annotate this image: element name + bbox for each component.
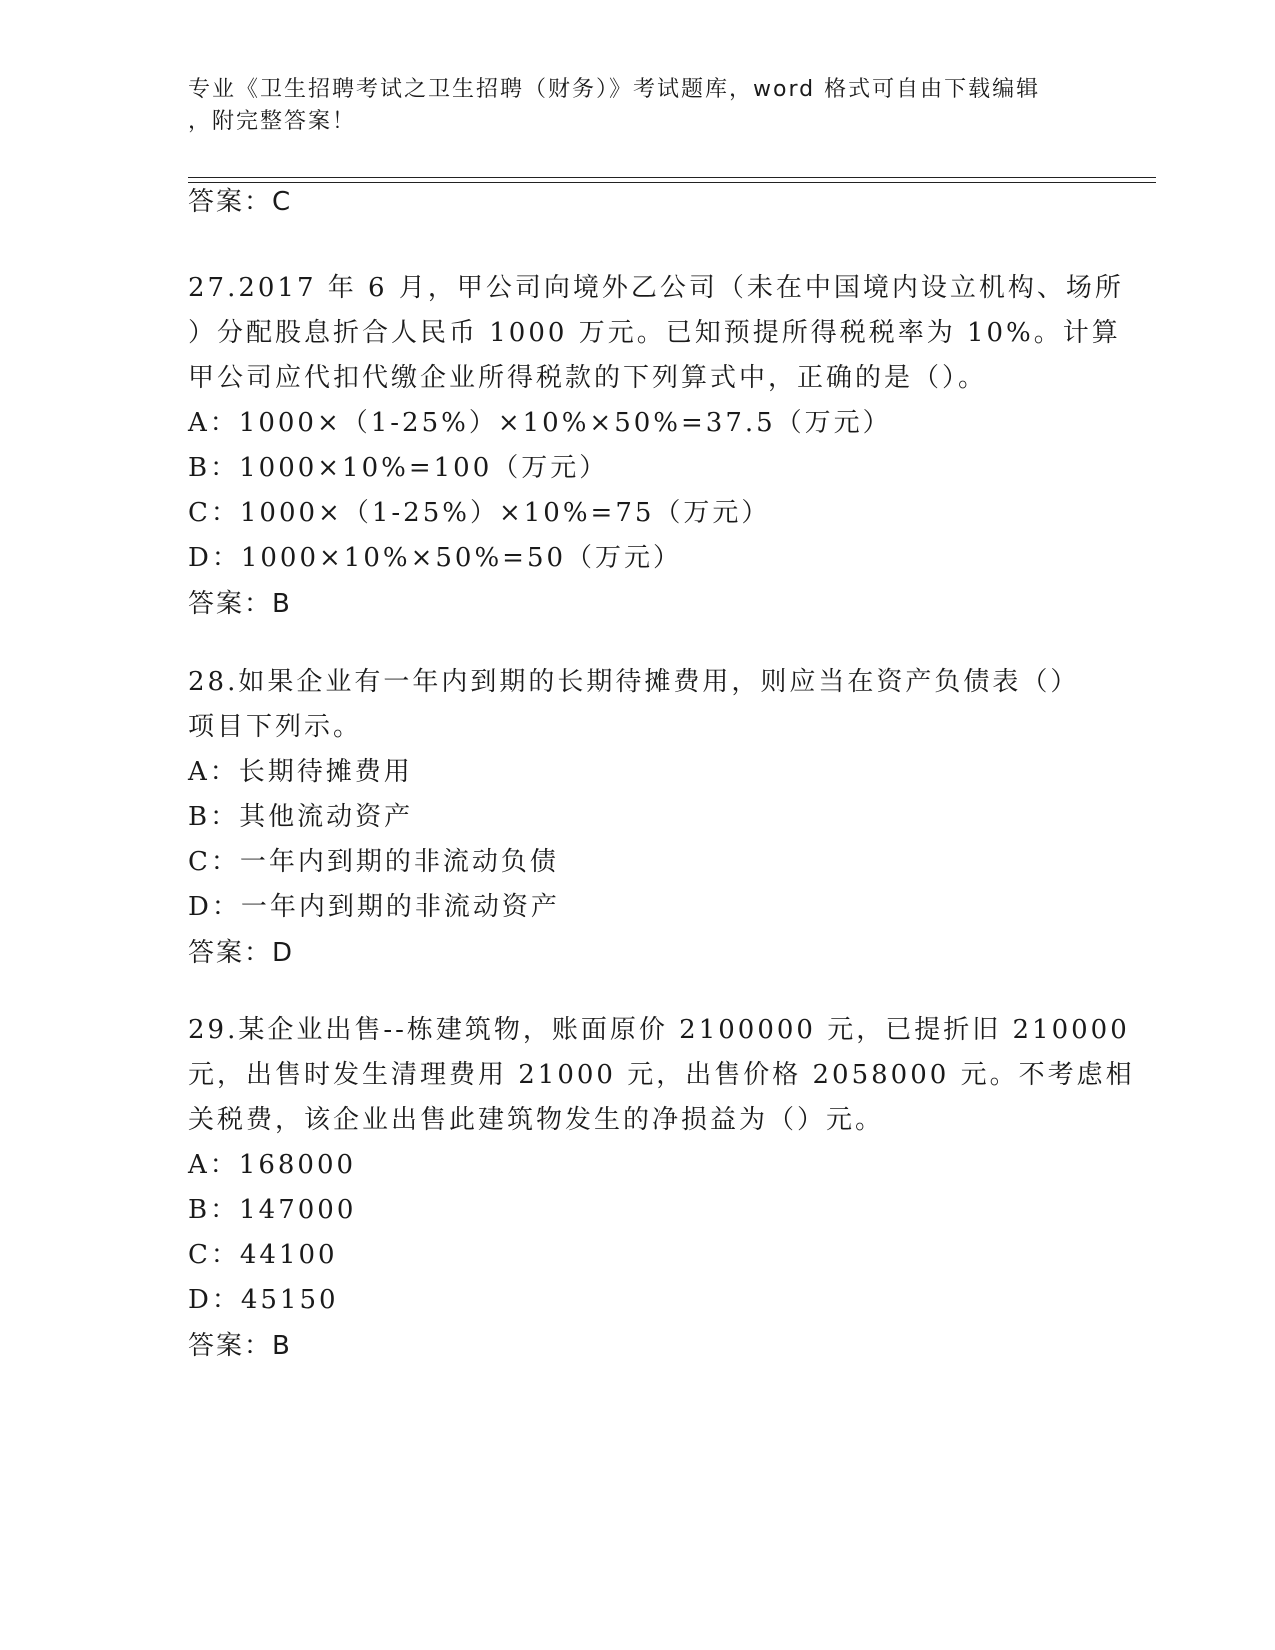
header-line-2: ，附完整答案！ <box>188 109 357 134</box>
option-d: D：1000×10%×50%=50（万元） <box>188 543 683 573</box>
question-line: 项目下列示。 <box>188 712 363 742</box>
option-a: A：168000 <box>188 1150 357 1180</box>
question-text <box>188 1008 1135 1143</box>
question-text <box>188 266 1124 401</box>
option-c: C：1000×（1-25%）×10%=75（万元） <box>188 498 771 528</box>
answer: 答案：B <box>188 589 292 619</box>
header-divider-top <box>188 177 1156 178</box>
previous-answer: 答案：C <box>188 187 293 217</box>
question-27 <box>188 266 1124 620</box>
header-divider-bottom <box>188 182 1156 183</box>
question-text <box>188 660 1088 750</box>
option-b: B：其他流动资产 <box>188 802 414 832</box>
question-line: 甲公司应代扣代缴企业所得税款的下列算式中，正确的是（）。 <box>188 363 988 393</box>
question-line: 元，出售时发生清理费用 21000 元，出售价格 2058000 元。不考虑相 <box>188 1060 1135 1090</box>
question-28 <box>188 660 1088 969</box>
answer: 答案：B <box>188 1331 292 1361</box>
option-c: C：一年内到期的非流动负债 <box>188 847 559 877</box>
question-line: 27.2017 年 6 月，甲公司向境外乙公司（未在中国境内设立机构、场所 <box>188 273 1124 303</box>
option-c: C：44100 <box>188 1240 338 1270</box>
question-29 <box>188 1008 1135 1362</box>
question-line: 29.某企业出售--栋建筑物，账面原价 2100000 元，已提折旧 210000 <box>188 1015 1130 1045</box>
answer: 答案：D <box>188 938 295 968</box>
option-d: D：45150 <box>188 1285 339 1315</box>
option-a: A：长期待摊费用 <box>188 757 413 787</box>
option-b: B：147000 <box>188 1195 357 1225</box>
header-line-1: 专业《卫生招聘考试之卫生招聘（财务）》考试题库，word 格式可自由下载编辑 <box>188 77 1041 102</box>
option-d: D：一年内到期的非流动资产 <box>188 892 560 922</box>
document-header <box>188 74 1088 138</box>
question-line: ）分配股息折合人民币 1000 万元。已知预提所得税税率为 10%。计算 <box>188 318 1121 348</box>
question-line: 28.如果企业有一年内到期的长期待摊费用，则应当在资产负债表（） <box>188 667 1080 697</box>
question-line: 关税费，该企业出售此建筑物发生的净损益为（）元。 <box>188 1105 885 1135</box>
option-b: B：1000×10%=100（万元） <box>188 453 609 483</box>
option-a: A：1000×（1-25%）×10%×50%=37.5（万元） <box>188 408 892 438</box>
